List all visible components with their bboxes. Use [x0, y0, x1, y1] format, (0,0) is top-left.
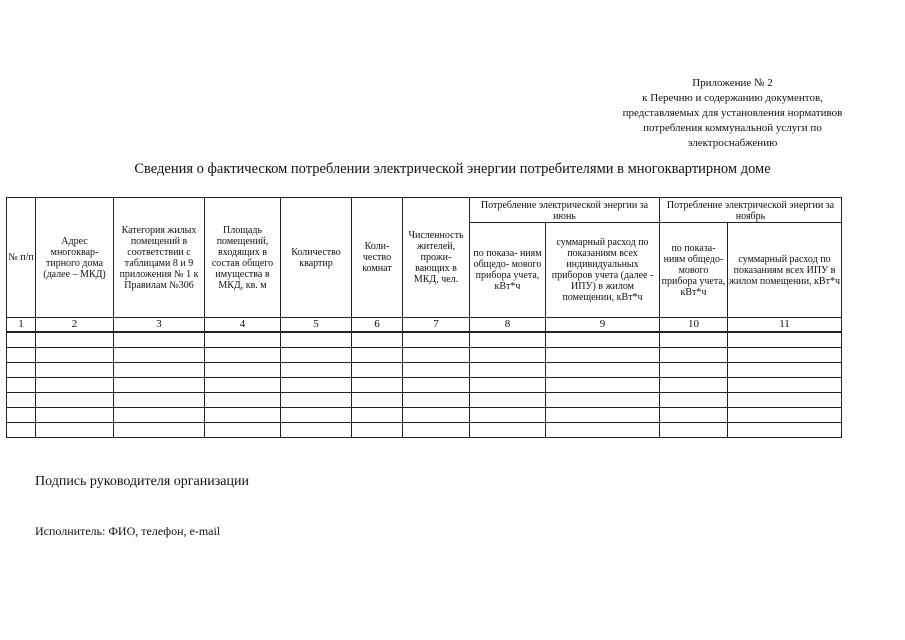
- table-cell[interactable]: [728, 393, 842, 408]
- column-number: 1: [7, 318, 36, 333]
- table-cell[interactable]: [403, 363, 470, 378]
- table-cell[interactable]: [470, 423, 546, 438]
- table-cell[interactable]: [36, 378, 114, 393]
- header-col-10: по показа- ниям общедо- мового прибора учета, кВт*ч: [660, 223, 728, 318]
- table-cell[interactable]: [36, 348, 114, 363]
- column-number: 10: [660, 318, 728, 333]
- consumption-table: [6, 197, 842, 438]
- table-cell[interactable]: [281, 423, 352, 438]
- table-cell[interactable]: [470, 393, 546, 408]
- table-row: [7, 393, 842, 408]
- table-cell[interactable]: [403, 408, 470, 423]
- table-row: [7, 423, 842, 438]
- table-cell[interactable]: [403, 378, 470, 393]
- table-cell[interactable]: [352, 332, 403, 348]
- table-cell[interactable]: [352, 408, 403, 423]
- table-cell[interactable]: [36, 363, 114, 378]
- table-cell[interactable]: [205, 393, 281, 408]
- table-cell[interactable]: [36, 423, 114, 438]
- table-cell[interactable]: [546, 348, 660, 363]
- table-cell[interactable]: [546, 408, 660, 423]
- table-cell[interactable]: [403, 393, 470, 408]
- table-cell[interactable]: [281, 408, 352, 423]
- header-col-3: Категория жилых помещений в соответствии с таблицами 8 и 9 приложения № 1 к Правилам №306: [114, 198, 205, 318]
- header-col-6: Коли- чество комнат: [352, 198, 403, 318]
- table-cell[interactable]: [546, 423, 660, 438]
- table-cell[interactable]: [403, 348, 470, 363]
- appendix-line-4: потребления коммунальной услуги по: [643, 122, 822, 134]
- table-row: [7, 408, 842, 423]
- table-cell[interactable]: [114, 348, 205, 363]
- table-cell[interactable]: [470, 378, 546, 393]
- column-number: 7: [403, 318, 470, 333]
- table-cell[interactable]: [281, 348, 352, 363]
- table-cell[interactable]: [660, 393, 728, 408]
- table-cell[interactable]: [7, 332, 36, 348]
- table-cell[interactable]: [728, 423, 842, 438]
- table-cell[interactable]: [352, 423, 403, 438]
- header-col-11: суммарный расход по показаниям всех ИПУ в жилом помещении, кВт*ч: [728, 223, 842, 318]
- table-cell[interactable]: [546, 393, 660, 408]
- table-cell[interactable]: [352, 393, 403, 408]
- table-cell[interactable]: [352, 378, 403, 393]
- table-row: [7, 378, 842, 393]
- table-cell[interactable]: [281, 378, 352, 393]
- table-cell[interactable]: [403, 423, 470, 438]
- table-cell[interactable]: [36, 408, 114, 423]
- table-cell[interactable]: [281, 393, 352, 408]
- table-cell[interactable]: [114, 408, 205, 423]
- table-cell[interactable]: [7, 348, 36, 363]
- table-cell[interactable]: [205, 332, 281, 348]
- table-cell[interactable]: [728, 363, 842, 378]
- header-col-8: по показа- ниям общедо- мового прибора учета, кВт*ч: [470, 223, 546, 318]
- table-cell[interactable]: [114, 332, 205, 348]
- header-col-7: Численность жителей, прожи- вающих в МКД, чел.: [403, 198, 470, 318]
- appendix-line-3: представляемых для установления нормативов: [622, 107, 843, 119]
- appendix-line-5: электроснабжению: [687, 137, 778, 149]
- header-group-november: Потребление электрической энергии за ноябрь: [660, 198, 842, 223]
- table-cell[interactable]: [660, 363, 728, 378]
- table-cell[interactable]: [470, 332, 546, 348]
- table-row: [7, 332, 842, 348]
- table-cell[interactable]: [114, 393, 205, 408]
- table-cell[interactable]: [546, 378, 660, 393]
- table-cell[interactable]: [660, 423, 728, 438]
- table-cell[interactable]: [114, 363, 205, 378]
- header-col-4: Площадь помещений, входящих в состав общего имущества в МКД, кв. м: [205, 198, 281, 318]
- document-title: Сведения о фактическом потреблении электрической энергии потребителями в многоквартирном доме: [134, 161, 771, 177]
- column-number: 4: [205, 318, 281, 333]
- column-number: 8: [470, 318, 546, 333]
- table-row: [7, 348, 842, 363]
- table-cell[interactable]: [352, 363, 403, 378]
- appendix-line-2: к Перечню и содержанию документов,: [642, 92, 823, 104]
- appendix-note: [560, 76, 905, 151]
- table-cell[interactable]: [36, 332, 114, 348]
- table-cell[interactable]: [281, 332, 352, 348]
- table-cell[interactable]: [114, 378, 205, 393]
- table-cell[interactable]: [205, 378, 281, 393]
- table-cell[interactable]: [470, 348, 546, 363]
- table-cell[interactable]: [7, 363, 36, 378]
- column-number-row: [7, 318, 842, 333]
- table-cell[interactable]: [660, 348, 728, 363]
- table-cell[interactable]: [7, 393, 36, 408]
- table-cell[interactable]: [114, 423, 205, 438]
- table-cell[interactable]: [352, 348, 403, 363]
- appendix-line-1: Приложение № 2: [692, 77, 773, 89]
- table-cell[interactable]: [7, 423, 36, 438]
- table-cell[interactable]: [546, 363, 660, 378]
- table-cell[interactable]: [728, 408, 842, 423]
- table-cell[interactable]: [660, 332, 728, 348]
- table-cell[interactable]: [728, 378, 842, 393]
- table-cell[interactable]: [205, 408, 281, 423]
- table-cell[interactable]: [281, 363, 352, 378]
- performer-line: Исполнитель: ФИО, телефон, e-mail: [35, 524, 221, 538]
- table-cell[interactable]: [660, 378, 728, 393]
- header-col-2: Адрес многоквар- тирного дома (далее – МКД): [36, 198, 114, 318]
- table-cell[interactable]: [470, 408, 546, 423]
- table-cell[interactable]: [7, 408, 36, 423]
- table-cell[interactable]: [403, 332, 470, 348]
- column-number: 9: [546, 318, 660, 333]
- column-number: 11: [728, 318, 842, 333]
- header-col-9: суммарный расход по показаниям всех индивидуальных приборов учета (далее - ИПУ) в жилом помещении, кВт*ч: [546, 223, 660, 318]
- table-cell[interactable]: [728, 348, 842, 363]
- header-row-top: [7, 198, 842, 223]
- column-number: 3: [114, 318, 205, 333]
- table-cell[interactable]: [660, 408, 728, 423]
- table-row: [7, 363, 842, 378]
- table-cell[interactable]: [728, 332, 842, 348]
- column-number: 6: [352, 318, 403, 333]
- table-cell[interactable]: [470, 363, 546, 378]
- signature-line: Подпись руководителя организации: [35, 474, 249, 489]
- header-col-1: № п/п: [7, 198, 36, 318]
- table-cell[interactable]: [546, 332, 660, 348]
- table-cell[interactable]: [205, 423, 281, 438]
- column-number: 2: [36, 318, 114, 333]
- table-cell[interactable]: [7, 378, 36, 393]
- header-col-5: Количество квартир: [281, 198, 352, 318]
- column-number: 5: [281, 318, 352, 333]
- table-cell[interactable]: [36, 393, 114, 408]
- table-cell[interactable]: [205, 363, 281, 378]
- header-group-june: Потребление электрической энергии за июнь: [470, 198, 660, 223]
- table-cell[interactable]: [205, 348, 281, 363]
